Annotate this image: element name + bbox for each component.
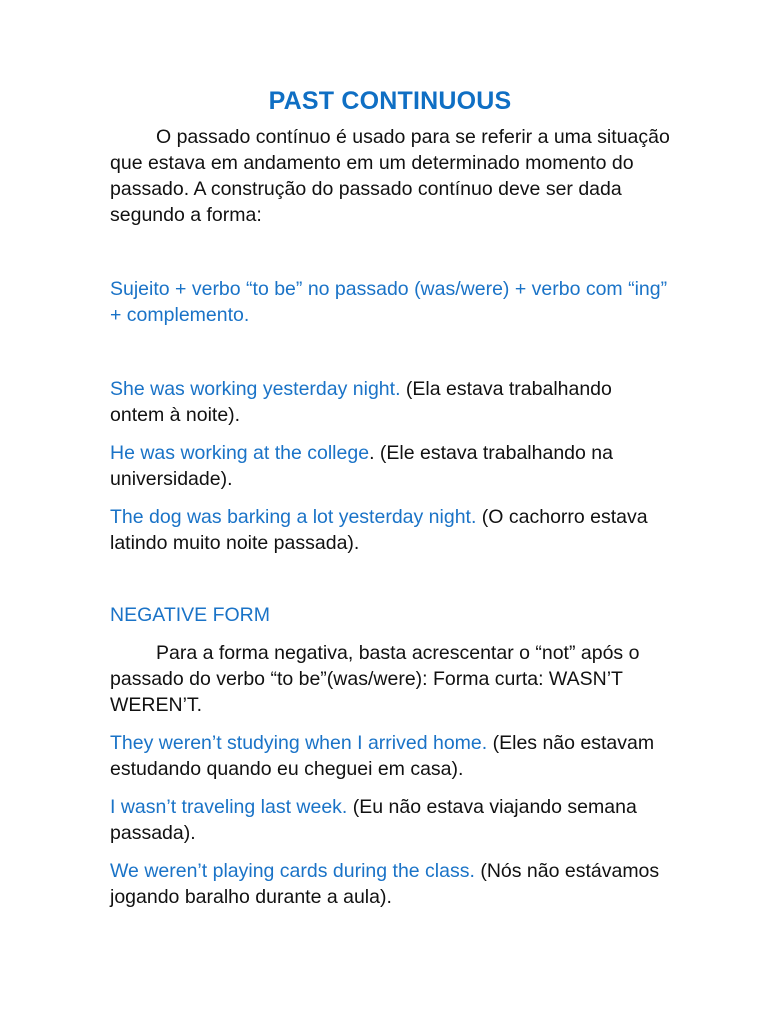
negative-example-sentence [110, 730, 670, 782]
negative-example-sentence [110, 794, 670, 846]
formula-rule: Sujeito + verbo “to be” no passado (was/were) + verbo com “ing” + complemento. [110, 278, 668, 326]
negative-example-translation: (Eles não estavam estudando quando eu cheguei em casa). [110, 732, 655, 780]
example-english: He was working at the college [110, 442, 370, 464]
negative-example-english: I wasn’t traveling last week. [110, 796, 348, 818]
negative-example-english: They weren’t studying when I arrived home. [110, 732, 488, 754]
negative-intro-paragraph: Para a forma negativa, basta acrescentar o “not” após o passado do verbo “to be”(was/were): Forma curta: WASN’T WEREN’T. [110, 642, 640, 716]
page-title: PAST CONTINUOUS [268, 87, 512, 115]
negative-example-english: We weren’t playing cards during the class. [110, 860, 475, 882]
example-translation: (O cachorro estava latindo muito noite passada). [110, 506, 648, 554]
negative-example-sentence [110, 858, 670, 910]
example-sentence [110, 440, 670, 492]
negative-example-translation: (Nós não estávamos jogando baralho durante a aula). [110, 860, 660, 908]
example-english: The dog was barking a lot yesterday night. [110, 506, 477, 528]
example-sentence [110, 504, 670, 556]
negative-form-heading: NEGATIVE FORM [110, 604, 270, 626]
document-body [110, 84, 670, 910]
example-translation: . (Ele estava trabalhando na universidade). [110, 442, 613, 490]
example-english: She was working yesterday night. [110, 378, 401, 400]
intro-paragraph: O passado contínuo é usado para se referir a uma situação que estava em andamento em um determinado momento do passado. A construção do passado contínuo deve ser dada segundo a forma: [110, 126, 670, 226]
example-translation: (Ela estava trabalhando ontem à noite). [110, 378, 612, 426]
negative-example-translation: (Eu não estava viajando semana passada). [110, 796, 637, 844]
example-sentence [110, 376, 670, 428]
